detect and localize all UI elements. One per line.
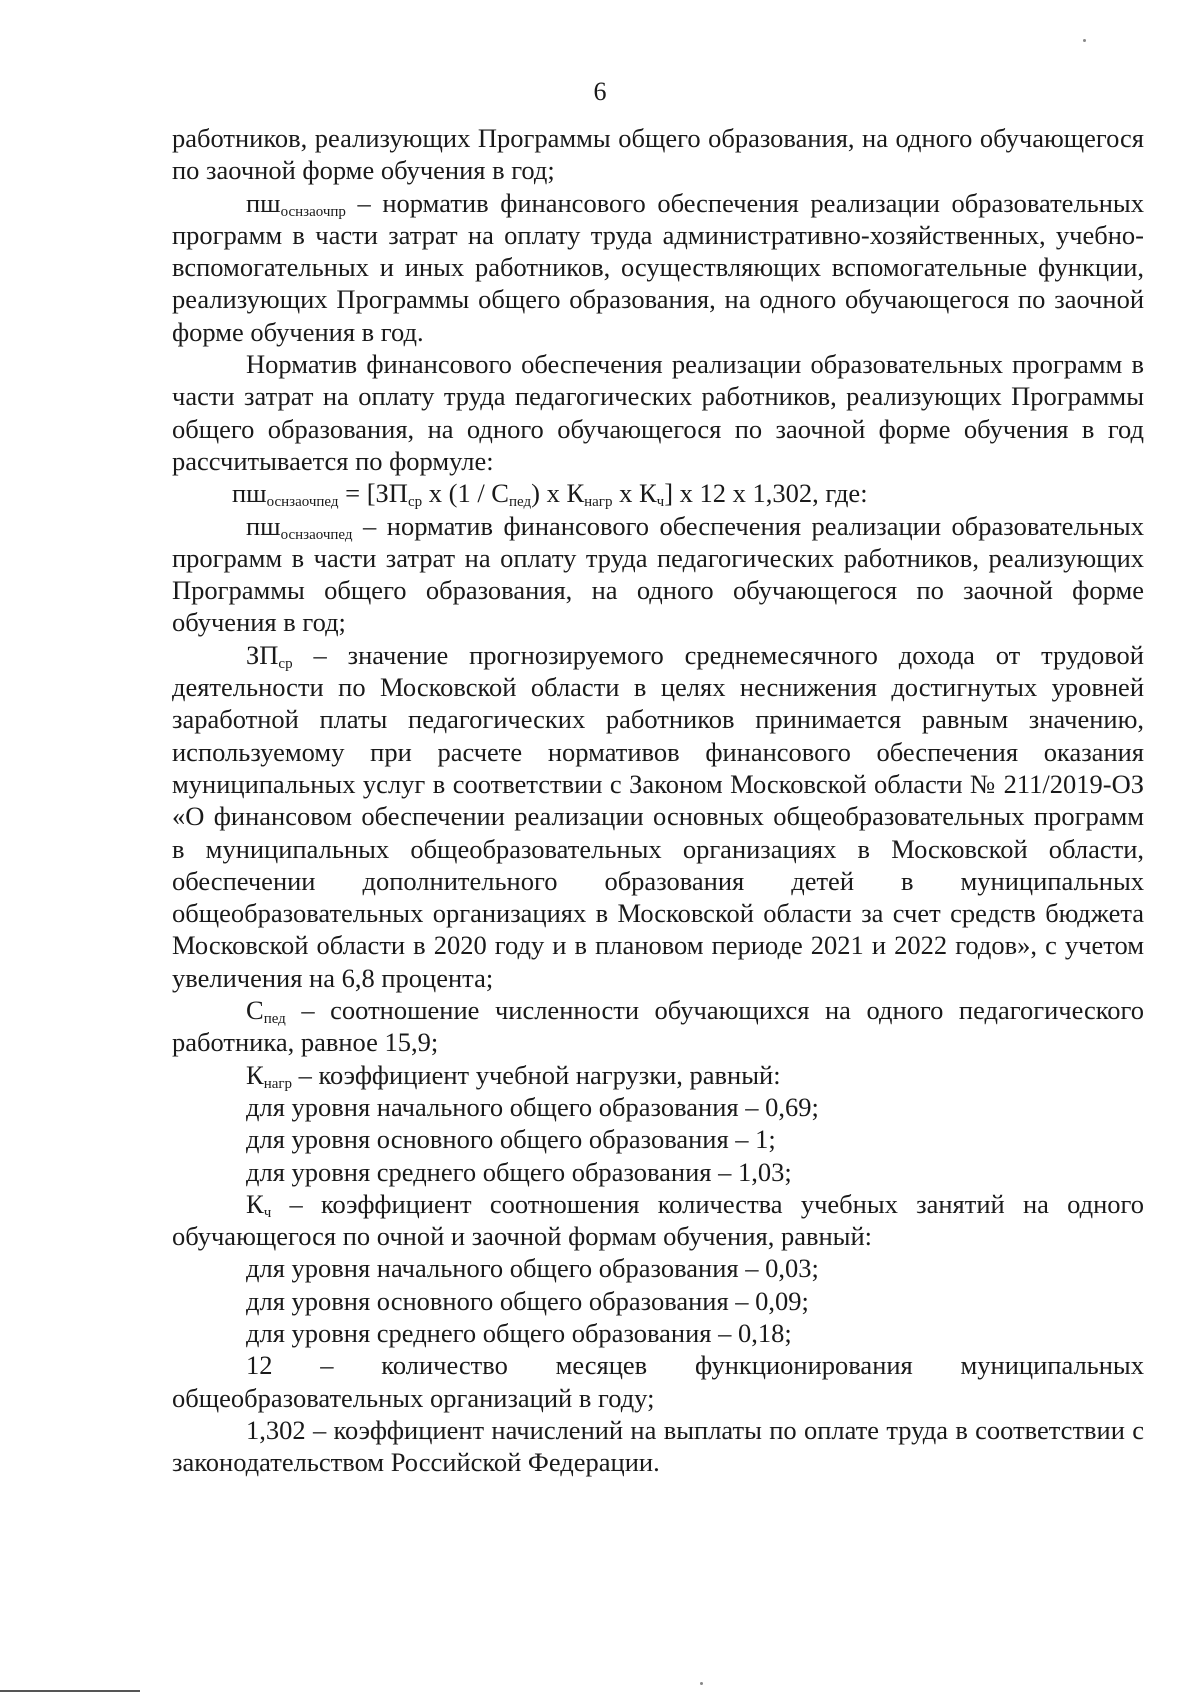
definition-text: – значение прогнозируемого среднемесячного дохода от трудовой деятельности по Московской области в целях неснижения достигнутых уровней заработной платы педагогических работников принимается равным значению, используемому при расчете нормативов финансового обеспечения оказания муниципальных услуг в соответствии с Законом Московской области № 211/2019-ОЗ «О финансовом обеспечении реализации основных общеобразовательных программ в муниципальных общеобразовательных организациях в Московской области, обеспечении дополнительного образования детей в муниципальных общеобразовательных организациях в Московской области за счет средств бюджета Московской области в 2020 году и в плановом периоде 2021 и 2022 годов», с учетом увеличения на 6,8 процента; <box>172 639 1144 993</box>
paragraph-definition-load <box>172 1059 1144 1091</box>
variable-subscript: ср <box>278 655 293 672</box>
document-body <box>172 122 1144 1478</box>
variable-name: К <box>246 1188 264 1219</box>
list-item: для уровня начального общего образования – 0,03; <box>246 1253 819 1284</box>
list-item: для уровня основного общего образования – 0,09; <box>246 1285 809 1316</box>
formula-subscript: нагр <box>584 494 613 511</box>
formula-subscript: пед <box>509 494 532 511</box>
formula-part: х К <box>612 478 657 509</box>
formula-part: ) х К <box>531 478 585 509</box>
variable-name: пш <box>246 510 281 541</box>
paragraph-definition-months: 12 – количество месяцев функционирования муниципальных общеобразовательных организаций в году; <box>172 1350 1144 1413</box>
formula-part: = [ЗП <box>338 478 408 509</box>
variable-subscript: оснзаочпед <box>280 526 353 543</box>
formula-lhs-subscript: оснзаочпед <box>266 494 339 511</box>
variable-subscript: ч <box>263 1204 272 1221</box>
paragraph-definition-salary <box>172 639 1144 994</box>
variable-subscript: нагр <box>263 1075 293 1092</box>
variable-name: К <box>246 1059 264 1090</box>
variable-name: ЗП <box>246 639 279 670</box>
formula-lhs: пш <box>232 478 267 509</box>
paragraph-definition-hours-ratio <box>172 1188 1144 1253</box>
formula <box>172 477 1144 509</box>
definition-text: – норматив финансового обеспечения реализации образовательных программ в части затрат на оплату труда административно-хозяйственных, учебно-вспомогательных и иных работников, осуществляющих вспомогательные функции, реализующих Программы общего образования, на одного обучающегося по заочной форме обучения в год. <box>172 187 1144 347</box>
list-item: для уровня среднего общего образования – 1,03; <box>246 1156 792 1187</box>
paragraph-definition-coefficient: 1,302 – коэффициент начислений на выплаты по оплате труда в соответствии с законодательством Российской Федерации. <box>172 1414 1144 1478</box>
formula-part: х (1 / С <box>422 478 509 509</box>
variable-subscript: оснзаочпр <box>280 203 346 220</box>
formula-subscript: ср <box>407 494 423 511</box>
list-item: для уровня начального общего образования – 0,69; <box>246 1091 819 1122</box>
list-item: для уровня основного общего образования – 1; <box>246 1124 776 1155</box>
formula-subscript: ч <box>656 494 665 511</box>
definition-text: – коэффициент учебной нагрузки, равный: <box>292 1059 781 1090</box>
variable-subscript: пед <box>263 1011 286 1028</box>
variable-name: С <box>246 995 264 1026</box>
paragraph-definition-admin-norm <box>172 187 1144 348</box>
paragraph-formula-intro: Норматив финансового обеспечения реализации образовательных программ в части затрат на оплату труда педагогических работников, реализующих Программы общего образования, на одного обучающегося по заочной форме обучения в год рассчитывается по формуле: <box>172 349 1144 476</box>
definition-text: – коэффициент соотношения количества учебных занятий на одного обучающегося по очной и заочной формам обучения, равный: <box>172 1188 1144 1252</box>
scan-speck <box>700 1682 703 1685</box>
definition-text: – соотношение численности обучающихся на одного педагогического работника, равное 15,9; <box>172 995 1144 1058</box>
scan-speck <box>1083 39 1086 42</box>
formula-part: ] х 12 х 1,302, где: <box>664 478 868 509</box>
variable-name: пш <box>246 187 281 218</box>
definition-text: – норматив финансового обеспечения реализации образовательных программ в части затрат на оплату труда педагогических работников, реализующих Программы общего образования, на одного обучающегося по заочной форме обучения в год; <box>172 510 1144 638</box>
scan-edge-rule <box>0 1690 140 1692</box>
list-item: для уровня среднего общего образования – 0,18; <box>246 1317 792 1348</box>
paragraph-definition-ratio <box>172 994 1144 1059</box>
page-number: 6 <box>593 77 607 106</box>
paragraph-definition-ped-norm <box>172 510 1144 639</box>
paragraph-continuation: работников, реализующих Программы общего образования, на одного обучающегося по заочной форме обучения в год; <box>172 123 1144 186</box>
